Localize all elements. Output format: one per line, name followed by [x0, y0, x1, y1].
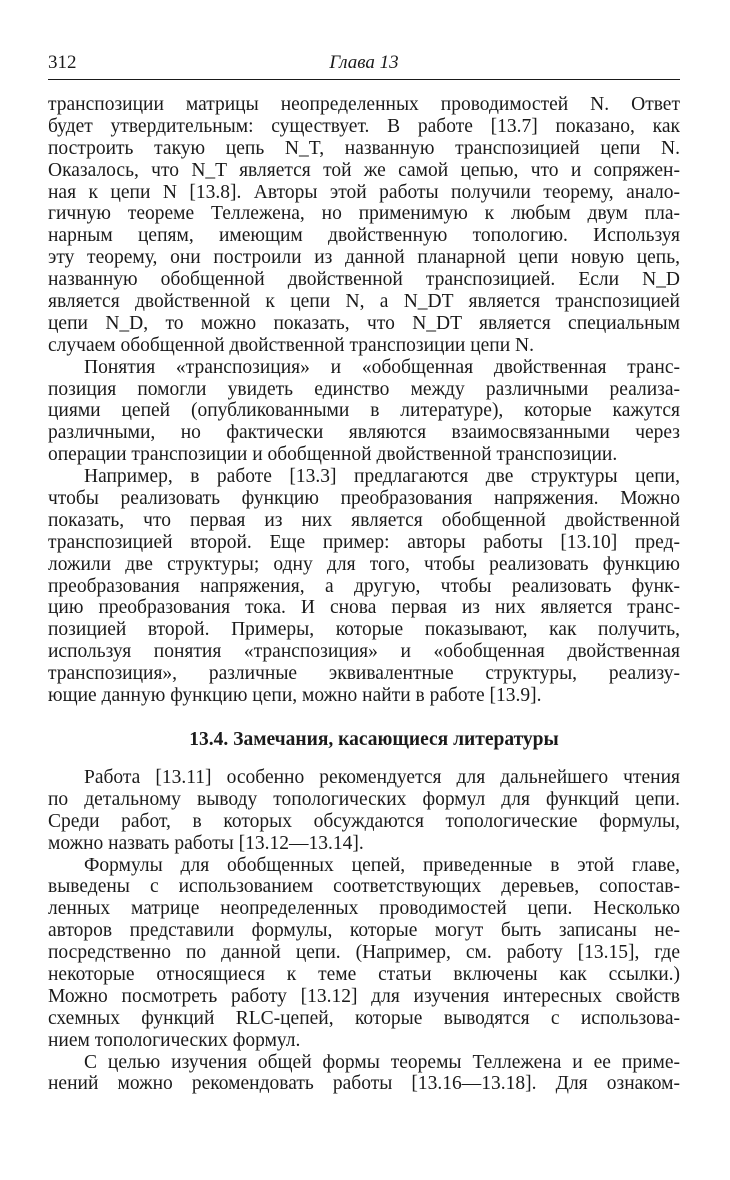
text-line: Среди работ, в которых обсуждаются топологические формулы,	[48, 810, 680, 832]
text-line: Например, в работе [13.3] предлагаются две структуры цепи,	[84, 466, 680, 488]
text-line: операции транспозиции и обобщенной двойственной транспозиции.	[48, 444, 618, 466]
text-line: является двойственной к цепи N, а N_DT является транспозицией	[48, 291, 680, 313]
text-line: авторов представили формулы, которые могут быть записаны не-	[48, 920, 680, 942]
paragraph-6	[48, 1052, 680, 1096]
text-line: преобразования напряжения, а другую, чтобы реализовать функ-	[48, 575, 680, 597]
text-line: нарным цепям, имеющим двойственную топологию. Используя	[48, 225, 680, 247]
text-line: посредственно по данной цепи. (Например, см. работу [13.15], где	[48, 942, 680, 964]
text-line: цию преобразования тока. И снова первая из них является транс-	[48, 597, 680, 619]
text-line: можно назвать работы [13.12—13.14].	[48, 832, 364, 854]
text-line: названную обобщенной двойственной транспозицией. Если N_D	[48, 269, 680, 291]
text-line: по детальному выводу топологических формул для функций цепи.	[48, 788, 680, 810]
text-line: нений можно рекомендовать работы [13.16—13.18]. Для ознаком-	[48, 1073, 680, 1095]
running-header	[48, 52, 680, 78]
text-line: гичную теореме Теллежена, но применимую к любым двум пла-	[48, 203, 680, 225]
section-heading: 13.4. Замечания, касающиеся литературы	[189, 728, 559, 750]
text-line: цепи N_D, то можно показать, что N_DT является специальным	[48, 312, 680, 334]
header-rule	[48, 79, 680, 80]
paragraph-1	[48, 94, 680, 357]
text-line: транспозиция», различные эквивалентные структуры, реализу-	[48, 663, 680, 685]
text-line: циями цепей (опубликованными в литературе), которые кажутся	[48, 400, 680, 422]
text-line: различными, но фактически являются взаимосвязанными через	[48, 422, 680, 444]
paragraph-5	[48, 855, 680, 1052]
text-line: ющие данную функцию цепи, можно найти в работе [13.9].	[48, 685, 542, 707]
page-body	[48, 94, 680, 1095]
text-line: С целью изучения общей формы теоремы Теллежена и ее приме-	[84, 1051, 680, 1073]
text-line: случаем обобщенной двойственной транспозиции цепи N.	[48, 334, 535, 356]
text-line: Работа [13.11] особенно рекомендуется для дальнейшего чтения	[84, 766, 680, 788]
text-line: чтобы реализовать функцию преобразования напряжения. Можно	[48, 488, 680, 510]
text-line: построить такую цепь N_T, названную транспозицией цепи N.	[48, 137, 680, 159]
text-line: позицией второй. Примеры, которые показывают, как получить,	[48, 619, 680, 641]
text-line: некоторые относящиеся к теме статьи включены как ссылки.)	[48, 963, 680, 985]
text-line: Понятия «транспозиция» и «обобщенная двойственная транс-	[84, 356, 680, 378]
page-number: 312	[48, 52, 77, 73]
paragraph-3	[48, 466, 680, 707]
text-line: будет утвердительным: существует. В работе [13.7] показано, как	[48, 115, 680, 137]
text-line: транспозиции матрицы неопределенных проводимостей N. Ответ	[48, 94, 680, 115]
text-line: используя понятия «транспозиция» и «обобщенная двойственная	[48, 641, 680, 663]
text-line: транспозицией второй. Еще пример: авторы работы [13.10] пред-	[48, 531, 680, 553]
text-line: ленных матрице неопределенных проводимостей цепи. Несколько	[48, 898, 680, 920]
text-line: Формулы для обобщенных цепей, приведенные в этой главе,	[84, 854, 680, 876]
text-line: Можно посмотреть работу [13.12] для изучения интересных свойств	[48, 985, 680, 1007]
text-line: позиция помогли увидеть единство между различными реализа-	[48, 378, 680, 400]
text-line: схемных функций RLC-цепей, которые выводятся с использова-	[48, 1007, 680, 1029]
paragraph-4	[48, 767, 680, 855]
text-line: выведены с использованием соответствующих деревьев, сопостав-	[48, 876, 680, 898]
text-line: ложили две структуры; одну для того, чтобы реализовать функцию	[48, 553, 680, 575]
text-line: Оказалось, что N_T является той же самой цепью, что и сопряжен-	[48, 159, 680, 181]
text-line: показать, что первая из них является обобщенной двойственной	[48, 509, 680, 531]
text-line: ная к цепи N [13.8]. Авторы этой работы получили теорему, анало-	[48, 181, 680, 203]
text-line: нием топологических формул.	[48, 1029, 301, 1051]
text-line: эту теорему, они построили из данной планарной цепи новую цепь,	[48, 247, 680, 269]
chapter-title: Глава 13	[329, 52, 399, 73]
paragraph-2	[48, 357, 680, 466]
